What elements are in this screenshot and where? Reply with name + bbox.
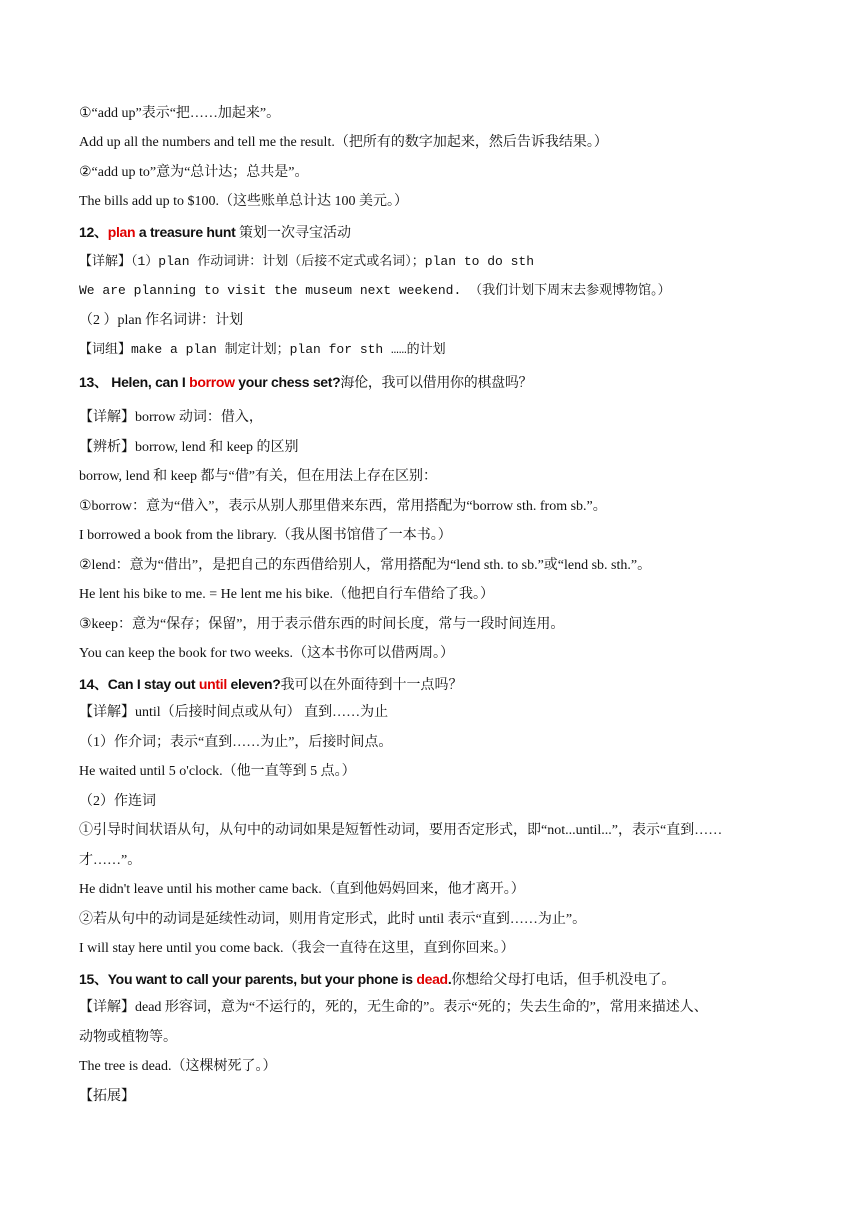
heading-text: . [447,971,452,987]
text-line: ①引导时间状语从句，从句中的动词如果是短暂性动词，要用否定形式，即“not...until...”，表示“直到…… [79,823,723,838]
heading-number: 15、 [79,971,108,987]
heading-translation: 策划一次寻宝活动 [235,226,352,241]
text-line: He lent his bike to me. = He lent me his bike.（他把自行车借给了我。） [79,587,495,602]
text-line: The bills add up to $100.（这些账单总计达 100 美元。） [79,194,408,209]
text-line: The tree is dead.（这棵树死了。） [79,1059,277,1074]
text-line: 才……”。 [79,853,142,868]
text-line: 动物或植物等。 [79,1030,177,1045]
text-line: I will stay here until you come back.（我会一直待在这里，直到你回来。） [79,941,515,956]
text-line: ①“add up”表示“把……加起来”。 [79,106,281,121]
text-line: He waited until 5 o'clock.（他一直等到 5 点。） [79,764,356,779]
text-line: （2 ）plan 作名词讲：计划 [79,313,244,328]
text-line: You can keep the book for two weeks.（这本书你可以借两周。） [79,646,454,661]
text-line: ②若从句中的动词是延续性动词，则用肯定形式，此时 until 表示“直到……为止”。 [79,912,587,927]
text-line: 【详解】borrow 动词：借入， [79,410,263,425]
text-line: ②“add up to”意为“总计达；总共是”。 [79,165,309,180]
text-line: He didn't leave until his mother came back.（直到他妈妈回来，他才离开。） [79,882,525,897]
heading-number: 14、 [79,676,108,692]
text-line: （2）作连词 [79,794,156,809]
section-heading-12 [79,222,800,244]
heading-number: 13、 Helen, can I [79,374,190,390]
text-line: 【词组】make a plan 制定计划；plan for sth ……的计划 [79,342,446,357]
text-line: We are planning to visit the museum next weekend. （我们计划下周末去参观博物馆。） [79,283,671,298]
text-line: （1）作介词；表示“直到……为止”，后接时间点。 [79,735,393,750]
text-line: 【详解】（1）plan 作动词讲：计划（后接不定式或名词）；plan to do sth [79,254,535,269]
text-line: 【详解】until（后接时间点或从句） 直到……为止 [79,705,389,720]
section-heading-15 [79,969,800,991]
text-line: I borrowed a book from the library.（我从图书馆借了一本书。） [79,528,452,543]
text-line: 【辨析】borrow, lend 和 keep 的区别 [79,440,299,455]
heading-translation: 海伦，我可以借用你的棋盘吗？ [340,374,533,390]
heading-text: You want to call your parents, but your phone is [107,971,417,987]
text-line: ③keep：意为“保存；保留”，用于表示借东西的时间长度，常与一段时间连用。 [79,617,565,632]
keyword-highlight: dead [416,971,448,987]
text-line: Add up all the numbers and tell me the result.（把所有的数字加起来，然后告诉我结果。） [79,135,608,150]
heading-translation: 你想给父母打电话，但手机没电了。 [451,973,676,988]
text-line: borrow, lend 和 keep 都与“借”有关，但在用法上存在区别： [79,469,437,484]
heading-number: 12、 [79,224,108,240]
heading-text: a treasure hunt [135,224,236,240]
heading-translation: 我可以在外面待到十一点吗？ [280,678,463,693]
keyword-highlight: until [198,676,227,692]
text-line: ①borrow：意为“借入”，表示从别人那里借来东西，常用搭配为“borrow sth. from sb.”。 [79,499,607,514]
heading-text: eleven? [226,676,281,692]
heading-text: your chess set? [234,374,341,390]
text-line: 【拓展】 [79,1089,135,1104]
heading-text: Can I stay out [107,676,199,692]
keyword-highlight: plan [107,224,136,240]
text-line: ②lend：意为“借出”，是把自己的东西借给别人，常用搭配为“lend sth. to sb.”或“lend sb. sth.”。 [79,558,652,573]
section-heading-14 [79,674,800,696]
text-line: 【详解】dead 形容词，意为“不运行的，死的，无生命的”。表示“死的；失去生命的”，常用来描述人、 [79,1000,708,1015]
keyword-highlight: borrow [189,374,235,390]
section-heading-13 [79,372,800,394]
